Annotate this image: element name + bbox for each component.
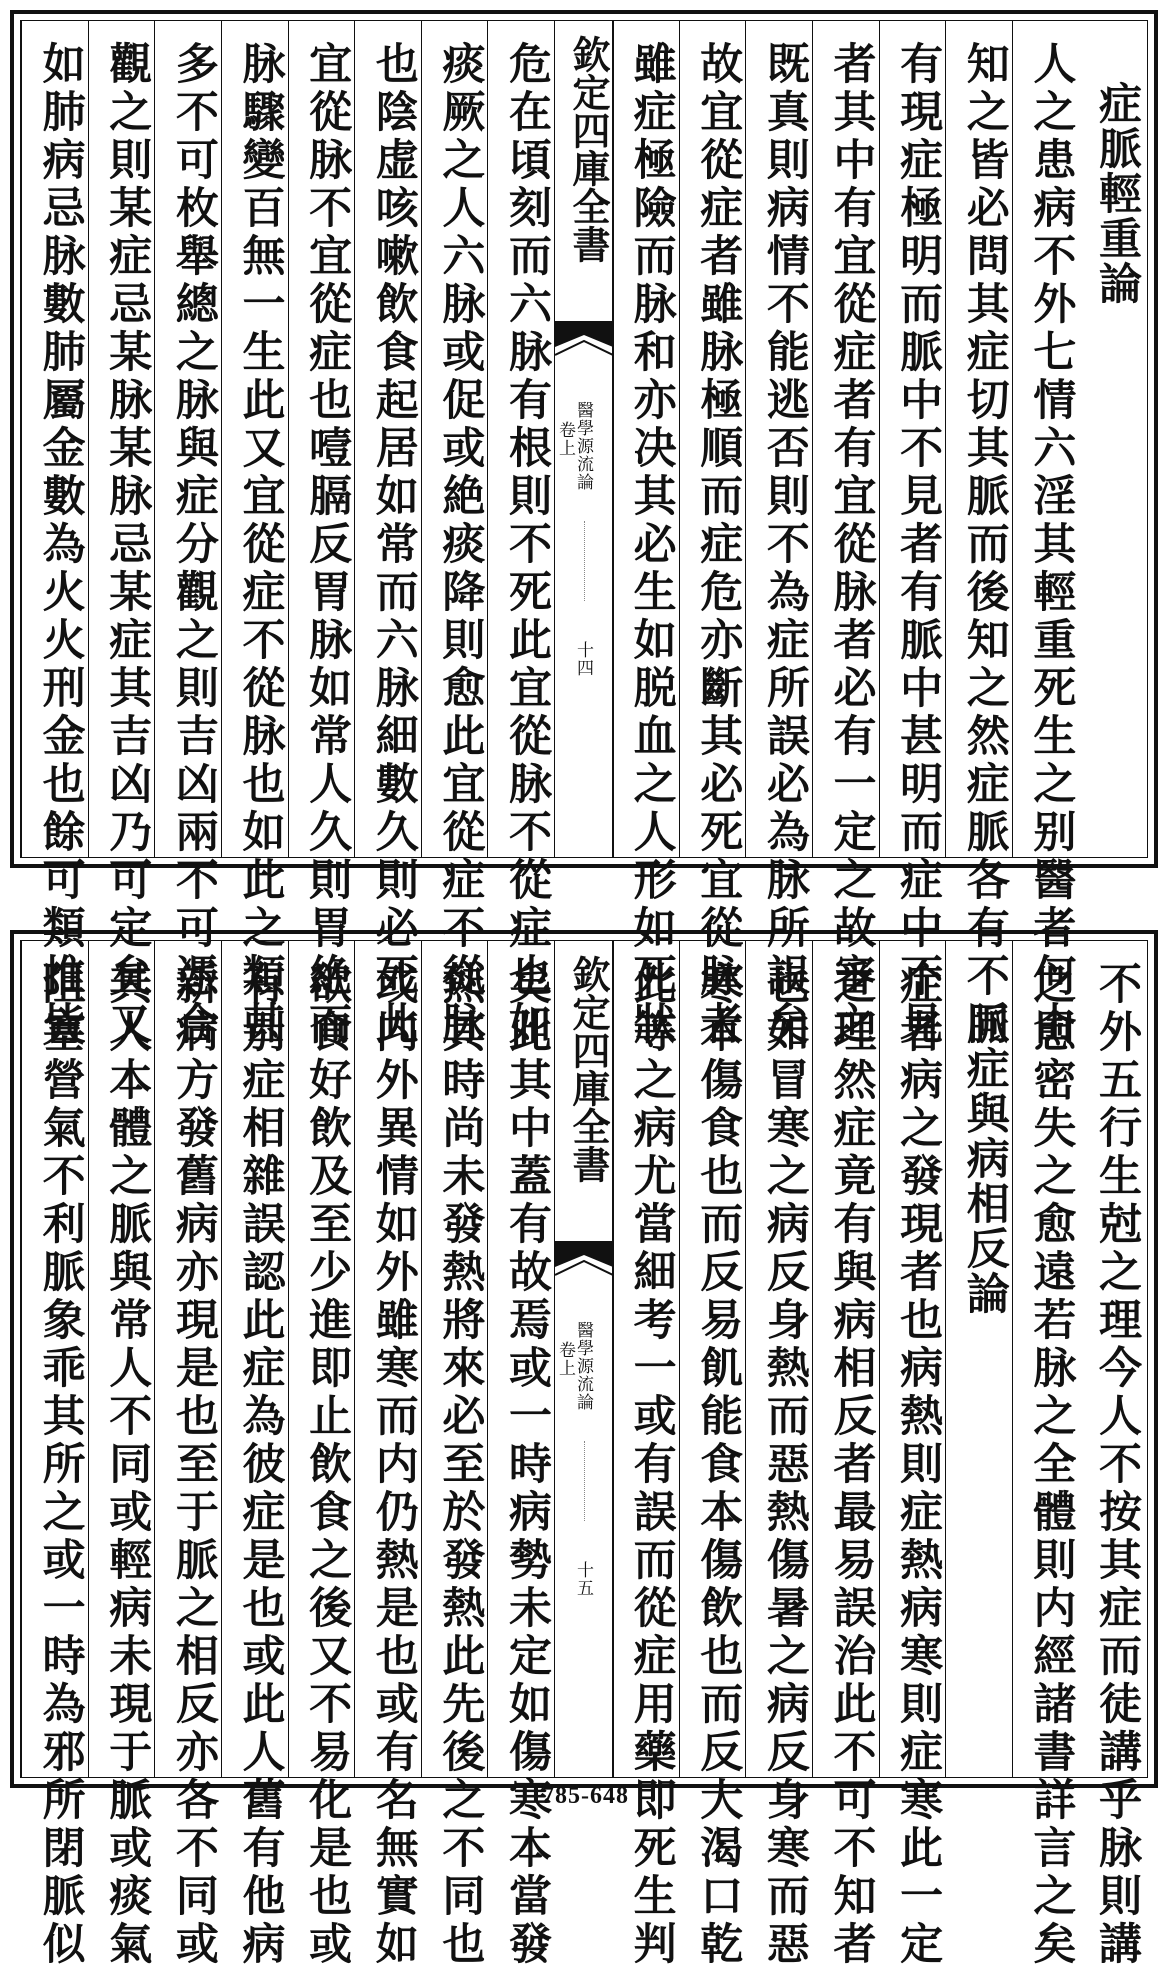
fish-tail-mark [555,1241,613,1311]
text-line: 之愈密失之愈遠若脉之全體則内經諸書詳言之矣 [1026,961,1077,1969]
top-text-column [421,21,489,1049]
top-text-column [21,21,89,1049]
text-line: 寒本傷食也而反易飢能食本傷飲也而反大渴口乾 [693,961,744,1969]
text-line: 宜從脉不宜從症也噎膈反胃脉如常人久則胃絶而 [302,41,353,1049]
bottom-text-column [354,941,422,1969]
top-text-column [154,21,222,1049]
text-line: 觀之則某症忌某脉某脉忌某症其吉凶乃可定矣又 [102,41,153,1049]
spine-title: 欽定四庫全書 [566,35,611,263]
bottom-text-column [679,941,747,1969]
bottom-text-column [879,941,947,1969]
bottom-text-column [745,941,813,1969]
text-line: 阻塞營氣不利脈象乖其所之或一時為邪所閉脈似 [35,961,86,1969]
text-line: 欲食好飲及至少進即止飲食之後又不易化是也或 [302,961,353,1969]
top-text-column [354,21,422,1049]
top-text-column [88,21,156,1049]
text-line: 人之患病不外七情六淫其輕重死生之别醫者何由 [1026,41,1077,1049]
top-text-column [1012,21,1080,1049]
text-line: 也陰虚咳嗽飲食起居如常而六脉細數久則必死此 [368,41,419,1049]
text-line: 危在頃刻而六脉有根則不死此宜從脉不從症也如 [502,41,552,1049]
top-page [10,10,1158,1049]
bottom-text-column [487,941,555,1969]
top-text-column [612,21,680,1049]
spine-folio: 十四 [573,641,593,677]
text-line: 其人本體之脈與常人不同或輕病未現于脈或痰氣 [102,961,153,1969]
text-line: 知之皆必問其症切其脈而後知之然症脈各有不同 [959,41,1010,1049]
bottom-text-column [21,941,89,1969]
bottom-text-column [612,941,680,1969]
spine-volume: 卷上 [555,1341,575,1377]
bottom-heading-column [945,941,1013,1777]
text-line: 痰厥之人六脉或促或絶痰降則愈此宜從症不從脉 [435,41,486,1049]
bottom-text-column [1078,941,1145,1969]
essay-title: 症脈輕重論 [1092,81,1142,306]
text-line: 故宜從症者雖脉極順而症危亦斷其必死宜從脉者 [693,41,744,1049]
text-line: 有别症相雜誤認此症為彼症是也或此人舊有他病 [235,961,286,1969]
text-line: 症者病之發現者也病熱則症熱病寒則症寒此一定 [893,961,944,1969]
spine-folio: 十五 [573,1561,593,1597]
text-line: 多不可枚舉總之脉與症分觀之則吉凶兩不可憑合 [168,41,219,1049]
spine-divider-line [584,521,585,601]
bottom-text-column [1012,941,1080,1969]
spine-book-title: 醫學源流論 [573,1321,593,1411]
bottom-text-column [421,941,489,1969]
spine-divider-line [584,1441,585,1521]
top-text-column [812,21,880,1049]
text-line: 熱其時尚未發熱將來必至於發熱此先後之不同也 [435,961,486,1969]
top-text-column [879,21,947,1049]
spine-book-title: 醫學源流論 [573,401,593,491]
text-line: 也如冒寒之病反身熱而惡熱傷暑之病反身寒而惡 [759,961,810,1969]
text-line: 之理然症竟有與病相反者最易誤治此不可不知者 [826,961,877,1969]
top-text-column [487,21,555,1049]
text-line: 有現症極明而脈中不見者有脈中甚明而症中不見 [893,41,944,1049]
bottom-text-column [221,941,289,1969]
bottom-text-column [288,941,356,1969]
spine-volume: 卷上 [555,421,575,457]
top-heading-column [1078,21,1145,857]
top-text-column [945,21,1013,1049]
text-line: 或内外異情如外雖寒而内仍熱是也或有名無實如 [368,961,419,1969]
top-text-column [679,21,747,1049]
top-text-column [221,21,289,1049]
top-spine [554,21,614,857]
bottom-text-column [88,941,156,1969]
text-line: 此等之病尤當細考一或有誤而從症用藥即死生判 [626,961,677,1969]
bottom-spine [554,941,614,1777]
spine-title: 欽定四庫全書 [566,955,611,1183]
fish-tail-mark [555,321,613,391]
top-text-column [745,21,813,1049]
top-page-frame [20,20,1148,1049]
text-line: 新病方發舊病亦現是也至于脈之相反亦各不同或 [168,961,219,1969]
text-line: 者其中有宜從症者有宜從脉者必有一定之故審之 [826,41,877,1049]
text-line: 既真則病情不能逃否則不為症所誤必為脉所誤矣 [759,41,810,1049]
text-line: 如肺病忌脉數肺屬金數為火火刑金也餘可類推皆 [35,41,86,1049]
essay-title: 脈症與病相反論 [959,1001,1010,1316]
top-text-column [288,21,356,1049]
bottom-text-column [812,941,880,1969]
page-number: 785-648 [542,1783,629,1809]
text-line: 不外五行生尅之理今人不按其症而徒講乎脉則講 [1092,961,1142,1969]
text-line: 矣此其中蓋有故焉或一時病勢未定如傷寒本當發 [502,961,552,1969]
text-line: 脉驟變百無一生此又宜從症不從脉也如此之類甚 [235,41,286,1049]
bottom-text-column [154,941,222,1969]
text-line: 雖症極險而脉和亦决其必生如脱血之人形如死狀 [626,41,677,1049]
